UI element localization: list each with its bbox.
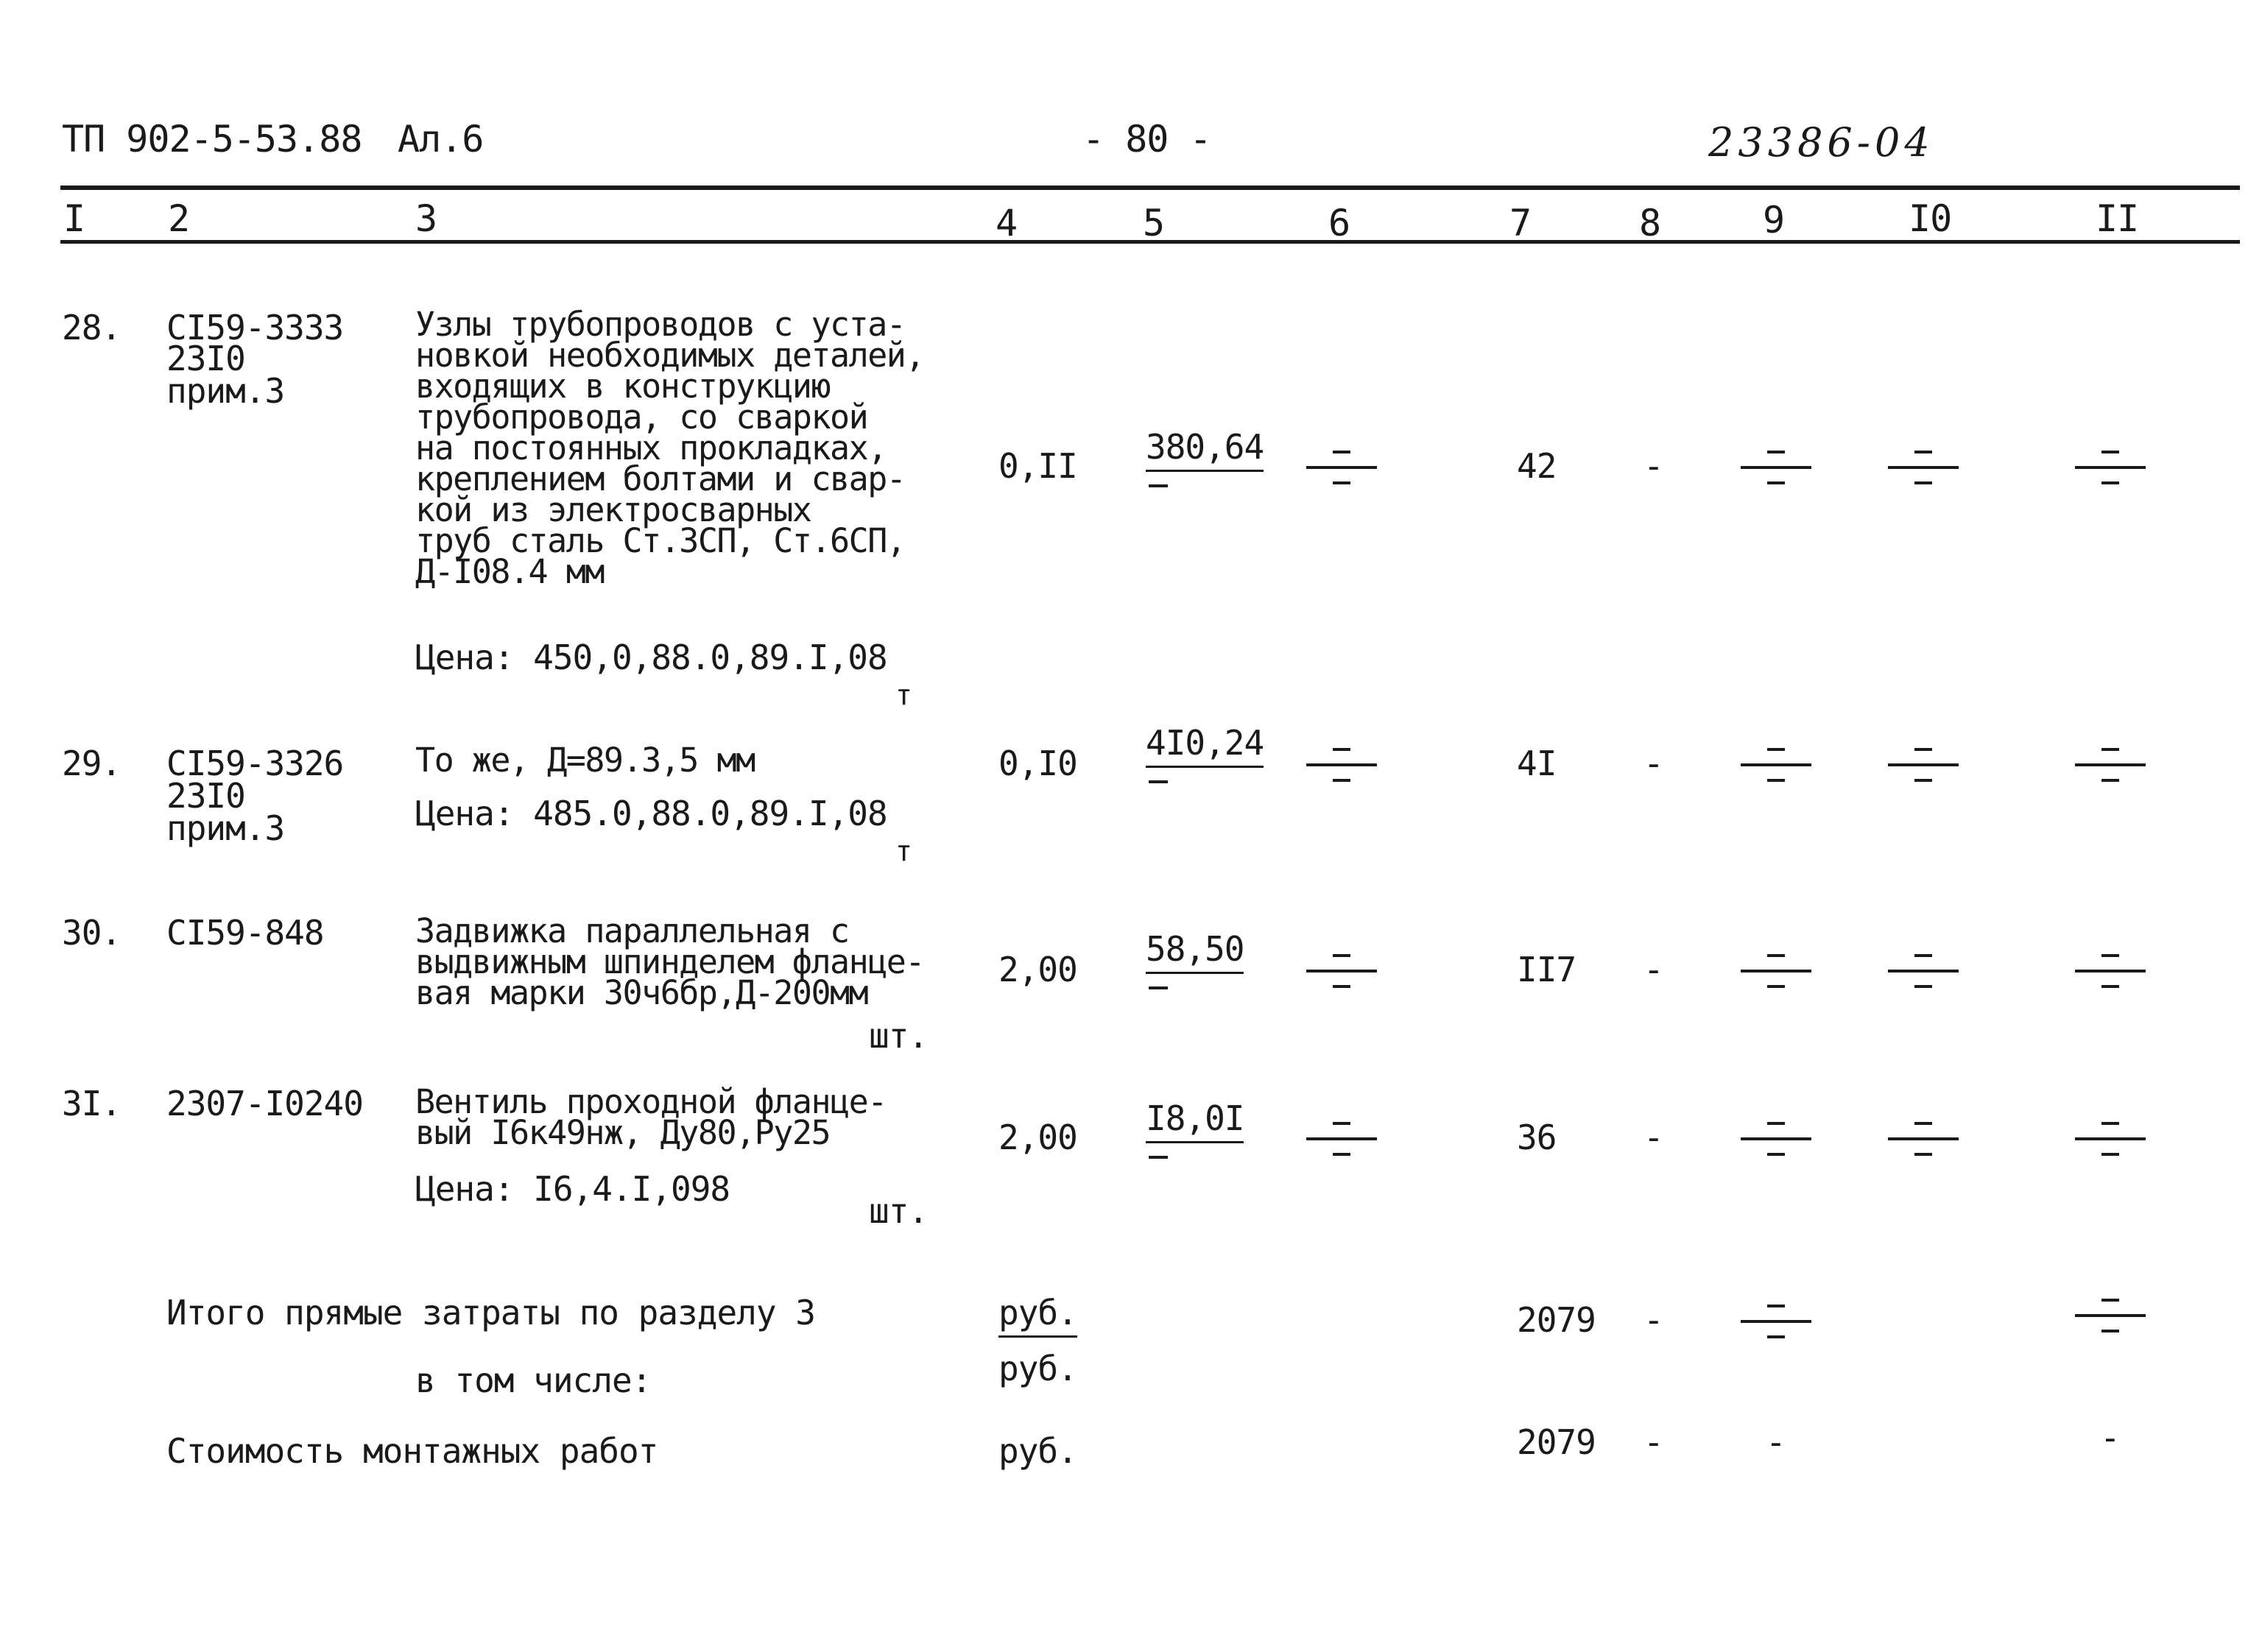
row-number: 30. — [62, 913, 121, 953]
row-number: 3I. — [62, 1084, 121, 1123]
row-description: То же, Д=89.3,5 мм — [415, 741, 755, 780]
row-price-unit: т — [895, 679, 912, 711]
ditto-mark — [1741, 1122, 1811, 1156]
ditto-mark — [2075, 748, 2146, 782]
row-quantity: 0,I0 — [998, 744, 1077, 783]
row-quantity: 2,00 — [998, 1118, 1077, 1157]
row-number: 28. — [62, 308, 121, 347]
including-label: в том числе: — [415, 1360, 652, 1400]
row-code-note: прим.3 — [166, 371, 285, 411]
document-code: ТП 902-5-53.88 — [62, 118, 362, 160]
row-code: 23I0 — [166, 339, 245, 378]
installation-label: Стоимость монтажных работ — [166, 1431, 658, 1471]
row-column-8: - — [1643, 446, 1663, 486]
installation-unit: руб. — [998, 1431, 1077, 1471]
column-header-1: I — [63, 197, 85, 240]
row-total: II7 — [1517, 950, 1576, 989]
column-header-6: 6 — [1328, 202, 1350, 244]
ditto-mark — [1306, 954, 1377, 988]
row-total: 36 — [1517, 1118, 1557, 1157]
row-quantity: 0,II — [998, 446, 1077, 486]
row-number: 29. — [62, 744, 121, 783]
direct-costs-unit: руб. — [998, 1293, 1077, 1338]
row-code: CI59-3326 — [166, 744, 344, 783]
column-header-11: II — [2096, 197, 2139, 240]
ditto-mark — [1306, 451, 1377, 484]
ditto-mark — [2075, 1299, 2146, 1332]
ditto-mark — [1741, 954, 1811, 988]
ditto-mark — [2075, 954, 2146, 988]
column-header-9: 9 — [1763, 199, 1785, 241]
row-quantity: 2,00 — [998, 950, 1077, 989]
row-description: Вентиль проходной фланце- вый I6к49нж, Ду80,Ру25 — [415, 1082, 887, 1152]
row-column-8: - — [1643, 950, 1663, 989]
ditto-mark — [1888, 954, 1959, 988]
row-unit-rate: 380,64 — [1146, 427, 1264, 472]
ditto-mark — [1888, 748, 1959, 782]
column-header-4: 4 — [996, 202, 1018, 244]
row-price-unit: т — [895, 835, 912, 867]
column-header-8: 8 — [1639, 202, 1661, 244]
row-price: Цена: 450,0,88.0,89.I,08 — [415, 638, 887, 677]
including-unit: руб. — [998, 1349, 1077, 1388]
page-number: - 80 - — [1082, 118, 1211, 160]
row-unit-rate: I8,0I — [1146, 1098, 1244, 1143]
handwritten-inventory-number: 23386-04 — [1708, 119, 1934, 166]
ditto-dash — [1149, 1156, 1168, 1159]
row-total: 4I — [1517, 744, 1557, 783]
direct-costs-column-8: - — [1643, 1300, 1663, 1340]
ditto-mark — [2075, 451, 2146, 484]
ditto-mark — [1306, 748, 1377, 782]
ditto-mark — [1306, 1122, 1377, 1156]
row-code: CI59-3333 — [166, 308, 344, 347]
row-total: 42 — [1517, 446, 1557, 486]
direct-costs-label: Итого прямые затраты по разделу 3 — [166, 1293, 815, 1332]
album-number: Ал.6 — [398, 118, 484, 160]
ditto-mark — [1888, 1122, 1959, 1156]
ditto-mark — [1741, 1305, 1811, 1338]
installation-column-8: - — [1643, 1422, 1663, 1462]
column-header-2: 2 — [168, 197, 190, 240]
row-code-note: прим.3 — [166, 808, 285, 848]
ditto-dash — [1149, 780, 1168, 783]
column-header-10: I0 — [1909, 197, 1952, 240]
row-description: Задвижка параллельная с выдвижным шпинделем фланце- вая марки 30ч6бр,Д-200мм — [415, 911, 924, 1012]
ditto-mark — [2075, 1122, 2146, 1156]
row-unit-rate: 58,50 — [1146, 929, 1244, 974]
row-code: 2307-I0240 — [166, 1084, 363, 1123]
ditto-mark — [1741, 451, 1811, 484]
ditto-dash — [1149, 484, 1168, 487]
column-header-7: 7 — [1509, 202, 1532, 244]
row-price-unit: шт. — [869, 1191, 929, 1231]
column-header-5: 5 — [1143, 202, 1165, 244]
installation-total: 2079 — [1517, 1422, 1596, 1462]
installation-column-9: - — [1766, 1422, 1786, 1462]
ditto-mark — [1741, 748, 1811, 782]
row-column-8: - — [1643, 744, 1663, 783]
row-description: Узлы трубопроводов с уста- новкой необходимых деталей, входящих в конструкцию трубопровода, со сваркой на постоянных прокладках, креплением болтами и свар- кой из электросварных труб сталь Ст.3СП, Ст.6СП, Д-I08.4 мм — [415, 305, 924, 591]
row-unit-rate: 4I0,24 — [1146, 723, 1264, 768]
direct-costs-total: 2079 — [1517, 1300, 1596, 1340]
row-price: Цена: 485.0,88.0,89.I,08 — [415, 794, 887, 833]
row-code: CI59-848 — [166, 913, 324, 953]
header-top-rule — [60, 186, 2240, 190]
row-price: Цена: I6,4.I,098 — [415, 1169, 730, 1209]
row-price-unit: шт. — [869, 1016, 929, 1056]
installation-column-11: - — [2100, 1418, 2120, 1458]
ditto-dash — [1149, 986, 1168, 989]
row-column-8: - — [1643, 1118, 1663, 1157]
column-header-3: 3 — [415, 197, 437, 240]
row-code: 23I0 — [166, 776, 245, 816]
ditto-mark — [1888, 451, 1959, 484]
